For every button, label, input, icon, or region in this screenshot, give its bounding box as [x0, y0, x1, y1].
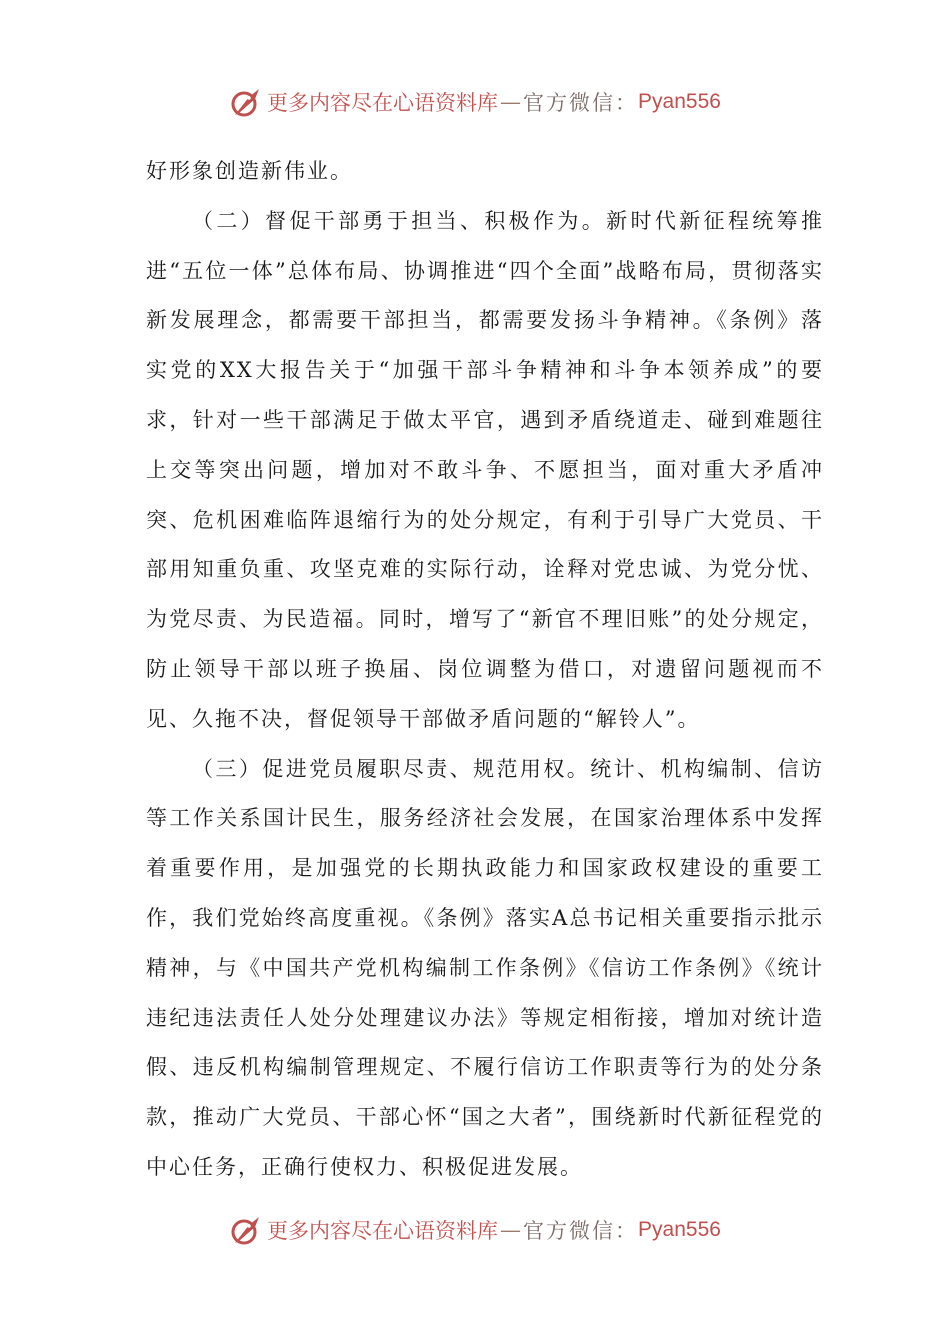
banner-separator: —: [500, 90, 522, 114]
pen-nib-logo-icon: [229, 85, 263, 119]
banner-text: 更多内容尽在心语资料库: [267, 91, 499, 115]
document-body: [146, 147, 824, 1193]
header-banner: [0, 80, 950, 124]
paragraph-section-three: （三）促进党员履职尽责、规范用权。统计、机构编制、信访等工作关系国计民生，服务经济社会发展，在国家治理体系中发挥着重要作用，是加强党的长期执政能力和国家政权建设的重要工作，我们党始终高度重视。《条例》落实A总书记相关重要指示批示精神，与《中国共产党机构编制工作条例》《信访工作条例》《统计违纪违法责任人处分处理建议办法》等规定相衔接，增加对统计造假、违反机构编制管理规定、不履行信访工作职责等行为的处分条款，推动广大党员、干部心怀“国之大者”，围绕新时代新征程党的中心任务，正确行使权力、积极促进发展。: [146, 756, 824, 1179]
banner-text: 更多内容尽在心语资料库: [267, 1219, 499, 1243]
banner-wechat-id: Pyan556: [638, 90, 721, 113]
pen-nib-logo-icon: [229, 1213, 263, 1247]
footer-banner: [0, 1208, 950, 1252]
banner-wechat-label: 官方微信：: [523, 91, 639, 115]
paragraph-section-two: （二）督促干部勇于担当、积极作为。新时代新征程统筹推进“五位一体”总体布局、协调推进“四个全面”战略布局，贯彻落实新发展理念，都需要干部担当，都需要发扬斗争精神。《条例》落实党的XX大报告关于“加强干部斗争精神和斗争本领养成”的要求，针对一些干部满足于做太平官，遇到矛盾绕道走、碰到难题往上交等突出问题，增加对不敢斗争、不愿担当，面对重大矛盾冲突、危机困难临阵退缩行为的处分规定，有利于引导广大党员、干部用知重负重、攻坚克难的实际行动，诠释对党忠诚、为党分忧、为党尽责、为民造福。同时，增写了“新官不理旧账”的处分规定，防止领导干部以班子换届、岗位调整为借口，对遗留问题视而不见、久拖不决，督促领导干部做矛盾问题的“解铃人”。: [146, 208, 824, 731]
banner-wechat-label: 官方微信：: [523, 1219, 639, 1243]
paragraph-continuation: 好形象创造新伟业。: [146, 159, 353, 183]
banner-separator: —: [500, 1218, 522, 1242]
banner-wechat-id: Pyan556: [638, 1218, 721, 1241]
